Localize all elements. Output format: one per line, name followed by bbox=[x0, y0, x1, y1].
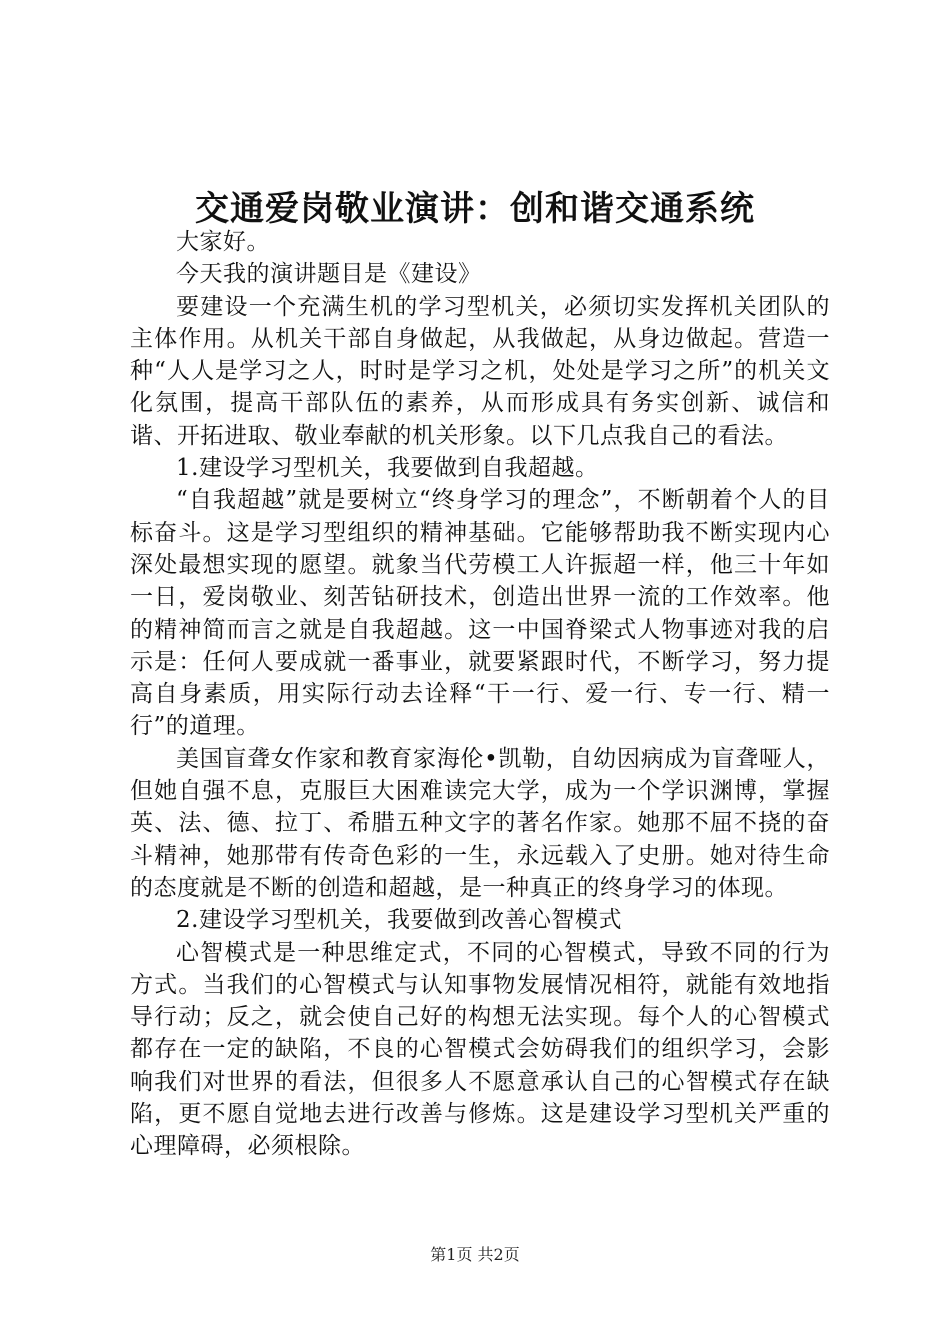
page-number-footer: 第1页 共2页 bbox=[430, 1245, 520, 1264]
paragraph-greeting: 大家好。 bbox=[176, 229, 270, 255]
document-title: 交通爱岗敬业演讲：创和谐交通系统 bbox=[195, 189, 755, 229]
paragraph-point-1-heading: 1.建设学习型机关，我要做到自我超越。 bbox=[176, 455, 599, 482]
paragraph-point-2-heading: 2.建设学习型机关，我要做到改善心智模式 bbox=[176, 907, 622, 934]
paragraph-intro: 要建设一个充满生机的学习型机关，必须切实发挥机关团队的主体作用。从机关干部自身做起，从我做起，从身边做起。营造一种“人人是学习之人，时时是学习之机，处处是学习之所”的机关文化氛围，提高干部队伍的素养，从而形成具有务实创新、诚信和谐、开拓进取、敬业奉献的机关形象。以下几点我自己的看法。 bbox=[130, 293, 830, 449]
document-body bbox=[130, 226, 830, 1163]
paragraph-helen-keller: 美国盲聋女作家和教育家海伦•凯勒，自幼因病成为盲聋哑人，但她自强不息，克服巨大困难读完大学，成为一个学识渊博，掌握英、法、德、拉丁、希腊五种文字的著名作家。她那不屈不挠的奋斗精神，她那带有传奇色彩的一生，永远载入了史册。她对待生命的态度就是不断的创造和超越，是一种真正的终身学习的体现。 bbox=[130, 745, 830, 901]
paragraph-topic: 今天我的演讲题目是《建设》 bbox=[176, 261, 482, 288]
paragraph-self-transcendence: “自我超越”就是要树立“终身学习的理念”，不断朝着个人的目标奋斗。这是学习型组织的精神基础。它能够帮助我不断实现内心深处最想实现的愿望。就象当代劳模工人许振超一样，他三十年如一日，爱岗敬业、刻苦钻研技术，创造出世界一流的工作效率。他的精神简而言之就是自我超越。这一中国脊梁式人物事迹对我的启示是：任何人要成就一番事业，就要紧跟时代，不断学习，努力提高自身素质，用实际行动去诠释“干一行、爱一行、专一行、精一行”的道理。 bbox=[130, 487, 830, 740]
paragraph-mental-models: 心智模式是一种思维定式，不同的心智模式，导致不同的行为方式。当我们的心智模式与认知事物发展情况相符，就能有效地指导行动；反之，就会使自己好的构想无法实现。每个人的心智模式都存在一定的缺陷，不良的心智模式会妨碍我们的组织学习，会影响我们对世界的看法，但很多人不愿意承认自己的心智模式存在缺陷，更不愿自觉地去进行改善与修炼。这是建设学习型机关严重的心理障碍，必须根除。 bbox=[130, 939, 830, 1160]
